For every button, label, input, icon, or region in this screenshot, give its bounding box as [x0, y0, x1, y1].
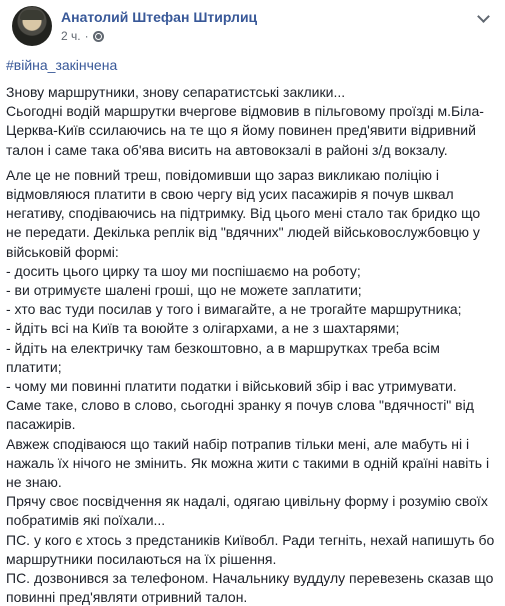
- post-line: Саме таке, слово в слово, сьогодні зранку я почув слова "вдячності" від: [6, 397, 474, 414]
- avatar[interactable]: [12, 6, 52, 46]
- post-line: ПС. дозвонився за телефоном. Начальнику вуддулу перевезень сказав що: [6, 570, 494, 587]
- post-header: [6, 0, 499, 52]
- post-line: талон і саме така об'ява висить на автовокзалі в районі з/д вокзалу.: [6, 141, 448, 158]
- post-line: - чому ми повинні платити податки і військовий збір і вас утримувати.: [6, 378, 457, 395]
- post-line: Сьогодні водій маршрутки вчергове відмовив в пільговому проїзді м.Біла-: [6, 103, 484, 120]
- post-line: - йдіть на електричку там безкоштовно, а в маршрутках треба всім: [6, 339, 440, 356]
- post-line: платити;: [6, 358, 62, 375]
- post-line: пасажирів.: [6, 416, 76, 433]
- post-time[interactable]: 2 ч.: [61, 29, 81, 43]
- post-line: військовій формі:: [6, 243, 119, 260]
- post-line: - ви отримуєте шалені гроші, що не можете заплатити;: [6, 282, 362, 299]
- post-line: Авжеж сподіваюся що такий набір потрапив тільки мені, але мабуть ні і: [6, 435, 470, 452]
- author-name[interactable]: Анатолий Штефан Штирлиц: [61, 9, 258, 25]
- post-line: нажаль їх нічого не змінить. Як можна жити с такими в одній країні навіть і: [6, 454, 490, 471]
- post-line: Прячу своє посвідчення як надалі, одягаю цивільну форму і розумію своїх: [6, 493, 488, 510]
- post-line: побратимів які поїхали...: [6, 512, 166, 529]
- meta-separator: ·: [84, 29, 89, 43]
- post-text: [6, 83, 499, 606]
- post-line: маршрутники посилаються на їх рішення.: [6, 550, 277, 567]
- globe-icon[interactable]: [93, 31, 104, 42]
- post-line: не знаю.: [6, 474, 62, 491]
- post-line: негативу, сподіваючись на підтримку. Від цього мені стало так бридко що: [6, 205, 481, 222]
- post-line: повинні пред'являти отривний талон.: [6, 589, 248, 606]
- post-line: не передати. Декілька реплік від "вдячних" людей військовослужбовцю у: [6, 224, 480, 241]
- post-line: Але це не повний треш, повідомивши що зараз викликаю поліцію і: [6, 166, 439, 183]
- post-line: - досить цього цирку та шоу ми поспішаємо на роботу;: [6, 262, 361, 279]
- post-paragraph: [6, 166, 499, 606]
- post-line: - хто вас туди посилав у того і вимагайте, а не трогайте маршрутника;: [6, 301, 462, 318]
- post-line: відмовляюся платити в свою чергу від усих пасажирів я почув шквал: [6, 186, 454, 203]
- post-line: ПС. у кого є хтось з предстаників Київобл. Ради тегніть, нехай напишуть бо: [6, 531, 495, 548]
- post-line: Знову маршрутники, знову сепаратистські заклики...: [6, 84, 346, 100]
- post-meta: [61, 29, 104, 43]
- chevron-down-icon[interactable]: [477, 12, 489, 24]
- post-line: - йдіть всі на Київ та воюйте з олігархами, а не з шахтарями;: [6, 320, 400, 337]
- hashtag-link[interactable]: #війна_закінчена: [6, 57, 118, 73]
- post-line: Церква-Київ ссилаючись на те що я йому повинен пред'явити відривний: [6, 122, 476, 139]
- post-paragraph: [6, 83, 499, 160]
